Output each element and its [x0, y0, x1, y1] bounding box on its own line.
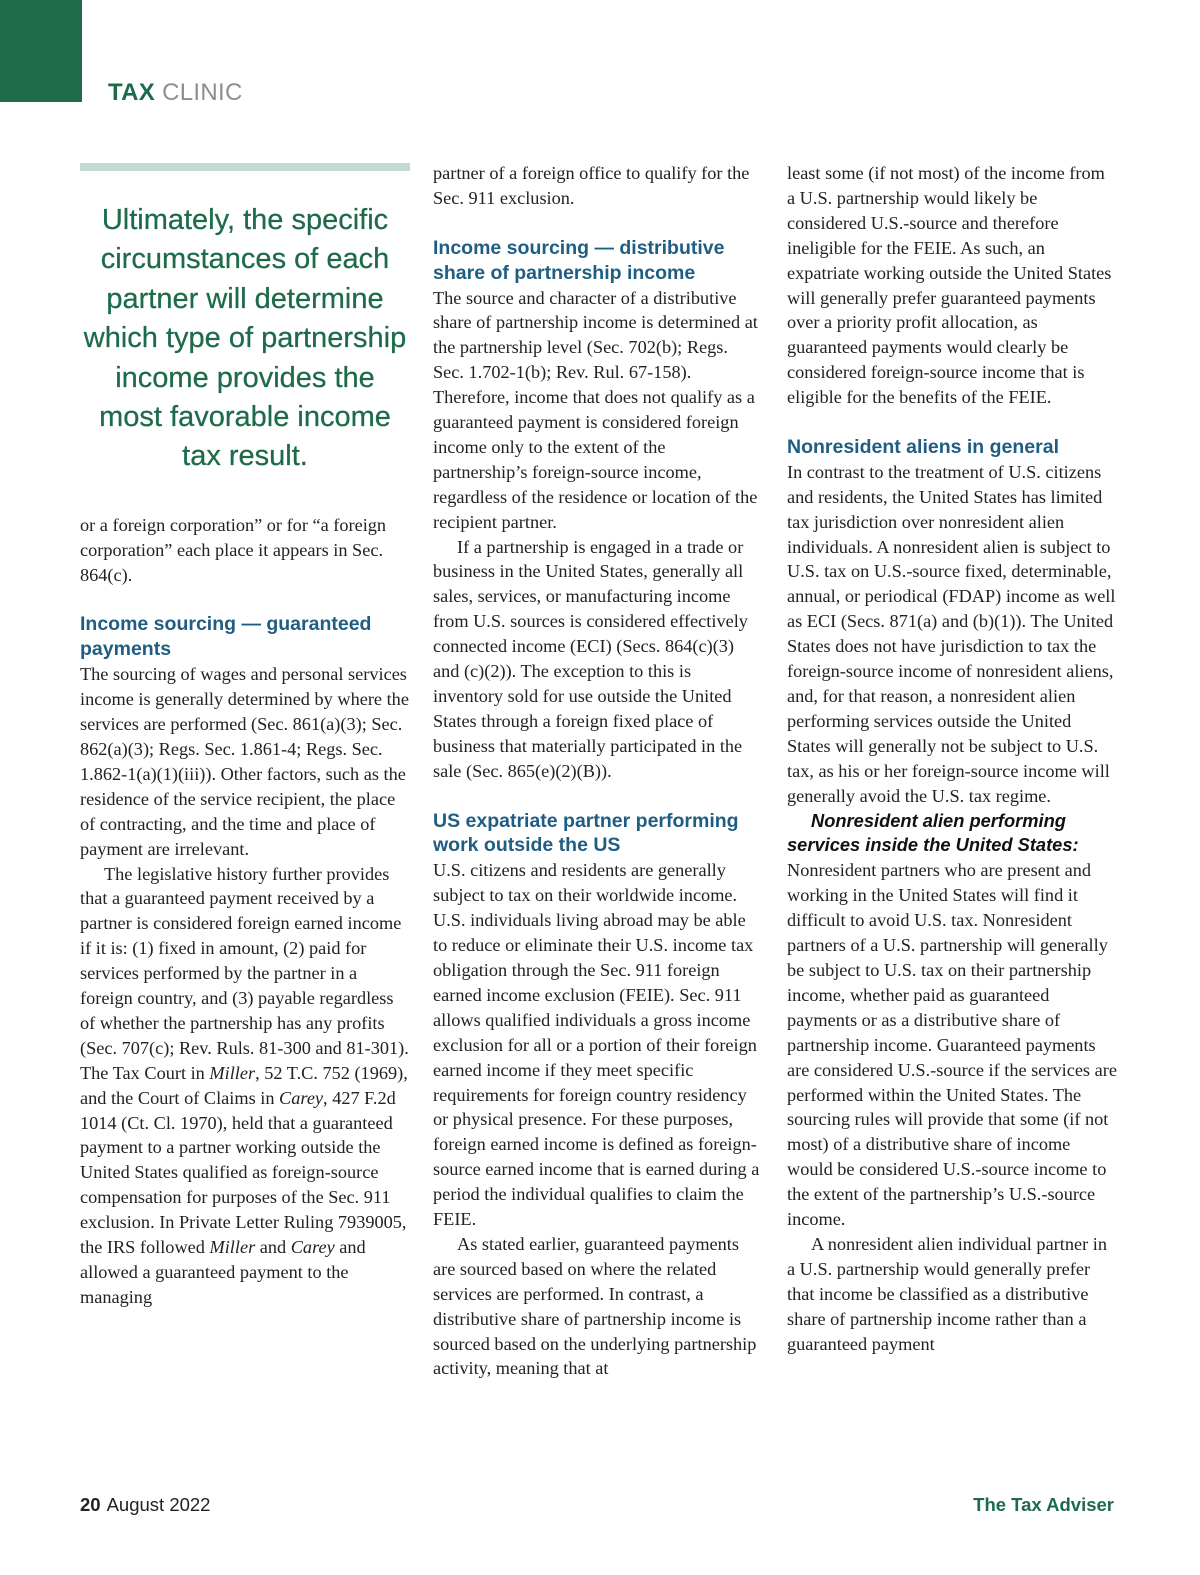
case-name: Miller — [209, 1062, 256, 1083]
paragraph-legislative-history — [80, 862, 410, 1310]
pull-quote-bar — [80, 163, 410, 171]
page-number: 20 — [80, 1494, 101, 1515]
paragraph-nonresident-inside-us — [787, 809, 1117, 1232]
column-3 — [787, 161, 1117, 1356]
pull-quote: Ultimately, the specific circumstances of each partner will determine which type of partnership income provides the most favorable income tax result. — [83, 204, 407, 473]
subheading-guaranteed-payments: Income sourcing — guaranteed payments — [80, 613, 372, 661]
run-in-heading: Nonresident alien performing services inside the United States: — [787, 809, 1079, 856]
paragraph: U.S. citizens and residents are generally subject to tax on their worldwide income. U.S. individuals living abroad may be able to reduce or eliminate their U.S. income tax obligation through the Sec. 911 foreign earned income exclusion (FEIE). Sec. 911 allows qualified individuals a gross income exclusion for all or a portion of their foreign earned income if they meet specific requirements for foreign country residency or physical presence. For these purposes, foreign earned income is defined as foreign-source earned income that is earned during a period the individual qualifies to claim the FEIE. — [433, 860, 760, 1230]
subheading-distributive-share: Income sourcing — distributive share of partnership income — [433, 236, 725, 284]
section-title-strong: TAX — [108, 79, 156, 106]
case-name: Carey — [279, 1087, 324, 1108]
paragraph: If a partnership is engaged in a trade or business in the United States, generally all sales, services, or manufacturing income from U.S. sources is considered effectively connected income (ECI) (Secs. 864(c)(3) and (c)(2)). The exception to this is inventory sold for use outside the United States through a foreign fixed place of business that materially participated in the sale (Sec. 865(e)(2)(B)). — [433, 536, 748, 781]
text-run: Nonresident partners who are present and working in the United States will find it difficult to avoid U.S. tax. Nonresident partners of a U.S. partnership will generally be subject to U.S. tax on their partnership income, whether paid as guaranteed payments or as a distributive share of partnership income. Guaranteed payments are considered U.S.-source if the services are performed within the United States. The sourcing rules will provide that some (if not most) of a distributive share of income would be considered U.S.-source income to the extent of the partnership’s U.S.-source income. — [787, 860, 1117, 1230]
paragraph: partner of a foreign office to qualify for the Sec. 911 exclusion. — [433, 163, 750, 208]
text-run: , 427 F.2d 1014 (Ct. Cl. 1970), held that a guaranteed payment to a partner working outside the United States qualified as foreign-source compensation for purposes of the Sec. 911 exclusion. In Private Letter Ruling 7939005, the IRS followed — [80, 1087, 407, 1258]
text-run: , 52 T.C. 752 (1969), and the Court of Claims in — [80, 1062, 408, 1108]
text-run: and allowed a guaranteed payment to the managing — [80, 1237, 366, 1307]
column-1 — [80, 161, 410, 1310]
paragraph: In contrast to the treatment of U.S. citizens and residents, the United States has limited tax jurisdiction over nonresident alien individuals. A nonresident alien is subject to U.S. tax on U.S.-source fixed, determinable, annual, or periodical (FDAP) income as well as ECI (Secs. 871(a) and (b)(1)). The United States does not have jurisdiction to tax the foreign-source income of nonresident aliens, and, for that reason, a nonresident alien performing services outside the United States will generally not be subject to U.S. tax, as his or her foreign-source income will generally avoid the U.S. tax regime. — [787, 461, 1116, 806]
paragraph: As stated earlier, guaranteed payments are sourced based on where the related services are performed. In contrast, a distributive share of partnership income is sourced based on the underlying partnership activity, meaning that at — [433, 1233, 757, 1379]
paragraph: The sourcing of wages and personal services income is generally determined by where the services are performed (Sec. 861(a)(3); Sec. 862(a)(3); Regs. Sec. 1.861-4; Regs. Sec. 1.862-1(a)(1)(iii)). Other factors, such as the residence of the service recipient, the place of contracting, and the time and place of payment are irrelevant. — [80, 664, 409, 859]
footer-left — [80, 1494, 210, 1516]
column-2 — [433, 161, 763, 1381]
publication-name: The Tax Adviser — [973, 1494, 1114, 1515]
issue-date: August 2022 — [106, 1494, 211, 1515]
paragraph: least some (if not most) of the income from a U.S. partnership would likely be considered U.S.-source and therefore ineligible for the FEIE. As such, an expatriate working outside the United States will generally prefer guaranteed payments over a priority profit allocation, as guaranteed payments would clearly be considered foreign-source income that is eligible for the benefits of the FEIE. — [787, 163, 1112, 408]
text-run: and — [255, 1237, 291, 1258]
subheading-us-expatriate: US expatriate partner performing work outside the US — [433, 809, 739, 857]
section-title — [108, 79, 243, 107]
paragraph: or a foreign corporation” or for “a foreign corporation” each place it appears in Sec. 864(c). — [80, 514, 387, 585]
paragraph: The source and character of a distributive share of partnership income is determined at the partnership level (Sec. 702(b); Regs. Sec. 1.702-1(b); Rev. Rul. 67-158). Therefore, income that does not qualify as a guaranteed payment is considered foreign income only to the extent of the partnership’s foreign-source income, regardless of the residence or location of the recipient partner. — [433, 287, 758, 532]
paragraph: A nonresident alien individual partner in a U.S. partnership would generally prefer that income be classified as a distributive share of partnership income rather than a guaranteed payment — [787, 1233, 1107, 1354]
section-title-light: CLINIC — [162, 79, 243, 106]
subheading-nonresident-aliens: Nonresident aliens in general — [787, 435, 1059, 458]
corner-color-block — [0, 0, 82, 102]
case-name: Carey — [290, 1237, 335, 1258]
case-name: Miller — [209, 1237, 256, 1258]
text-run: The legislative history further provides that a guaranteed payment received by a partner is considered foreign earned income if it is: (1) fixed in amount, (2) paid for services performed by the partner in a foreign country, and (3) payable regardless of whether the partnership has any profits (Sec. 707(c); Rev. Ruls. 81-300 and 81-301). The Tax Court in — [80, 863, 409, 1083]
